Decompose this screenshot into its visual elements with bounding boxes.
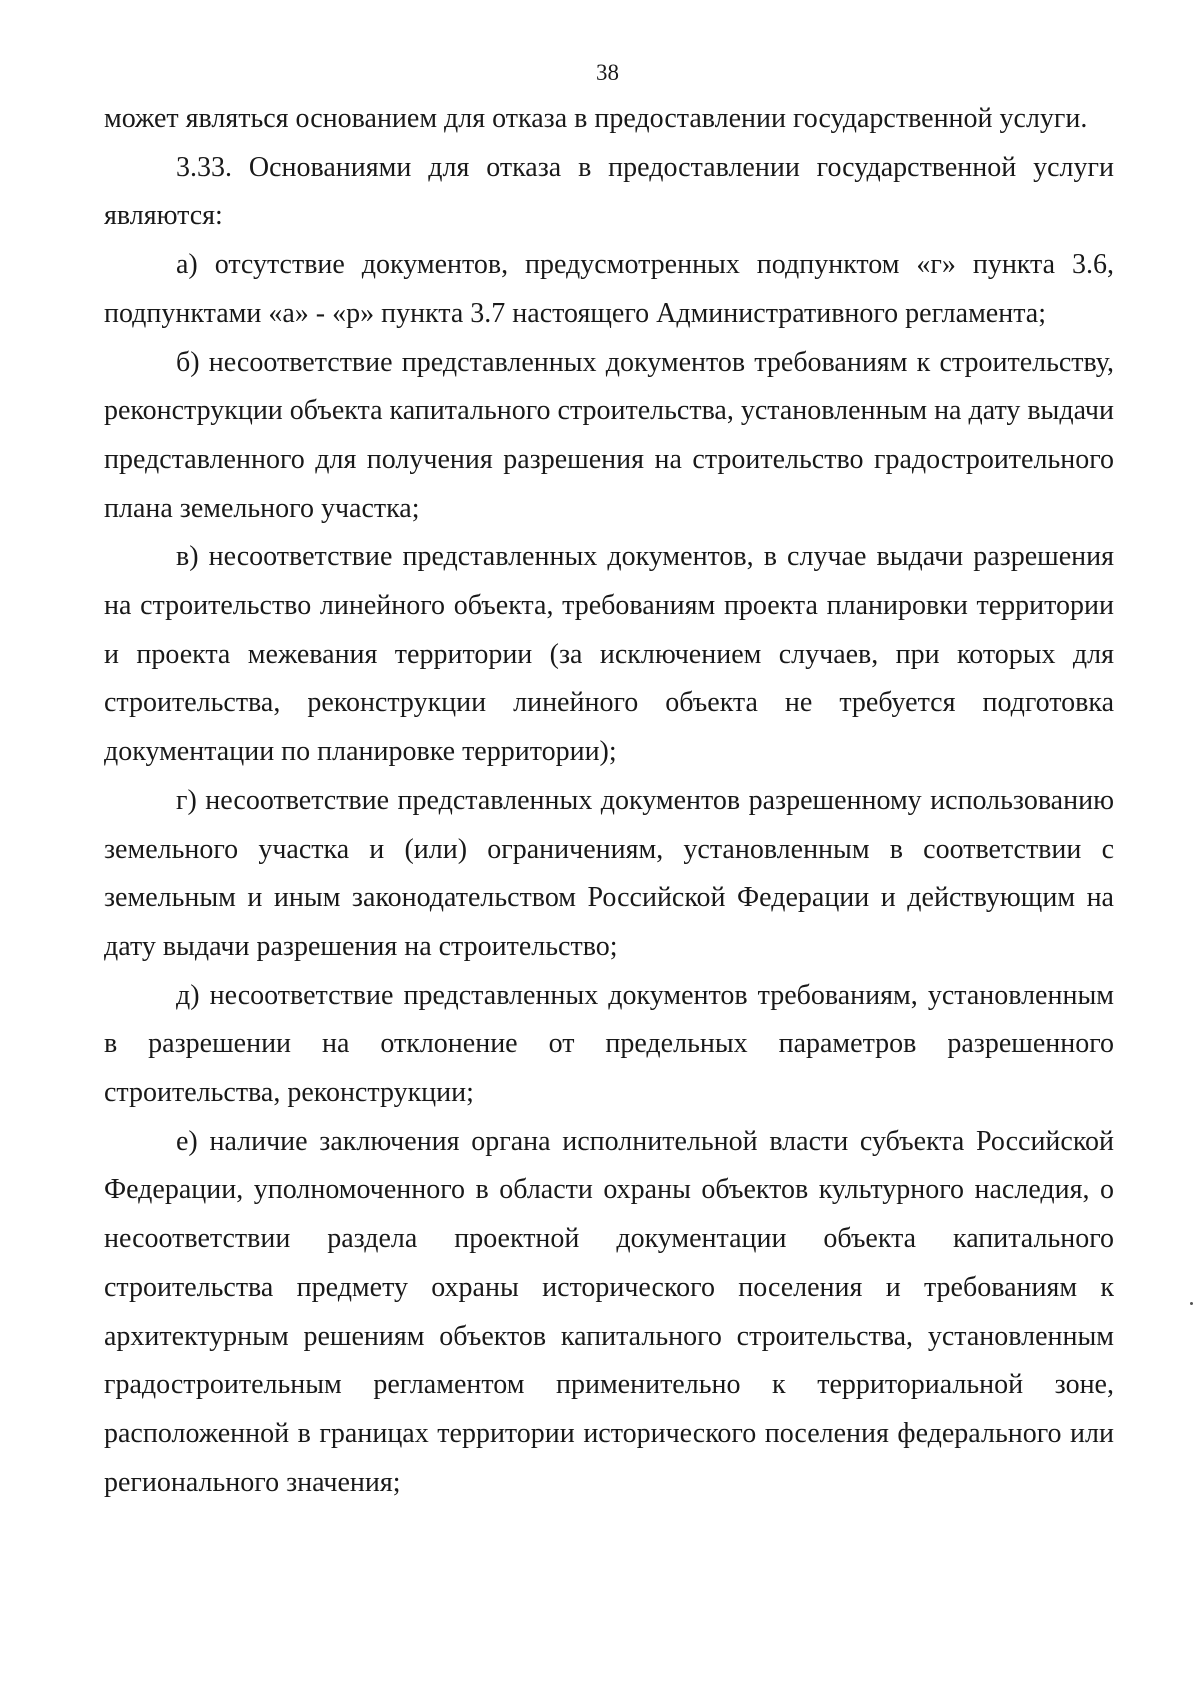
paragraph-3-33: 3.33. Основаниями для отказа в предоставлении государственной услуги являются:: [104, 151, 1114, 232]
paragraph-item-d: д) несоответствие представленных документов требованиям, установленным в разрешении на отклонение от предельных параметров разрешенного строительства, реконструкции;: [104, 979, 1114, 1109]
document-body: [104, 95, 1114, 1507]
paragraph-item-b: б) несоответствие представленных документов требованиям к строительству, реконструкции объекта капитального строительства, установленным на дату выдачи представленного для получения разрешения на строительство градостроительного плана земельного участка;: [104, 346, 1114, 524]
paragraph-continuation: может являться основанием для отказа в предоставлении государственной услуги.: [104, 103, 1088, 134]
page-number: 38: [596, 60, 619, 85]
paragraph-item-e: е) наличие заключения органа исполнительной власти субъекта Российской Федерации, уполномоченного в области охраны объектов культурного наследия, о несоответствии раздела проектной документации объекта капитального строительства предмету охраны исторического поселения и требованиям к архитектурным решениям объектов капитального строительства, установленным градостроительным регламентом применительно к территориальной зоне, расположенной в границах территории исторического поселения федерального или регионального значения;: [104, 1125, 1114, 1498]
scan-speck: [1190, 1302, 1193, 1305]
paragraph-item-v: в) несоответствие представленных документов, в случае выдачи разрешения на строительство линейного объекта, требованиям проекта планировки территории и проекта межевания территории (за исключением случаев, при которых для строительства, реконструкции линейного объекта не требуется подготовка документации по планировке территории);: [104, 541, 1114, 768]
paragraph-item-g: г) несоответствие представленных документов разрешенному использованию земельного участка и (или) ограничениям, установленным в соответствии с земельным и иным законодательством Российской Федерации и действующим на дату выдачи разрешения на строительство;: [104, 784, 1114, 962]
paragraph-item-a: а) отсутствие документов, предусмотренных подпунктом «г» пункта 3.6, подпунктами «а» - «р» пункта 3.7 настоящего Административного регламента;: [104, 249, 1114, 329]
